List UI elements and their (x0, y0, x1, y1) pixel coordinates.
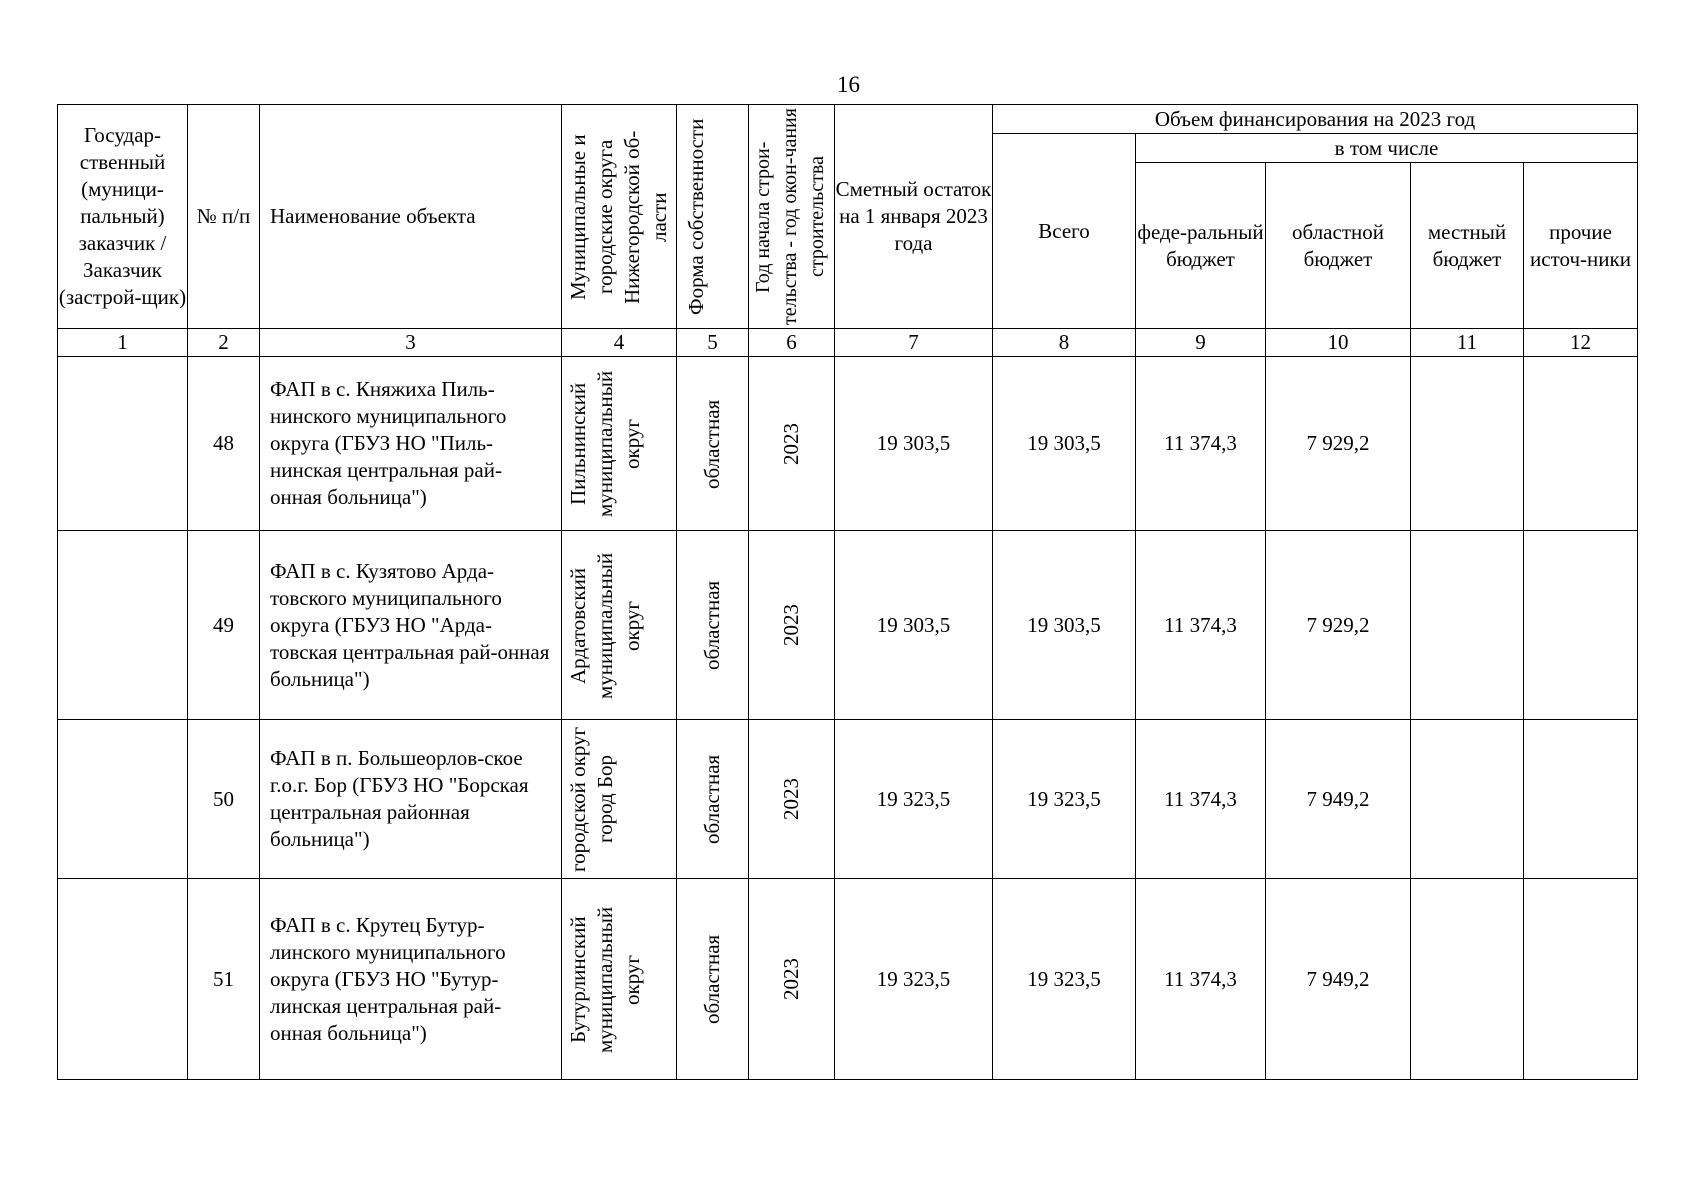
cell-total: 19 323,5 (993, 720, 1136, 879)
cell-object-name: ФАП в с. Княжиха Пиль-нинского муниципального округа (ГБУЗ НО "Пиль-нинская центральная рай-онная больница") (260, 357, 562, 531)
cell-regional: 7 949,2 (1266, 879, 1411, 1080)
column-number: 11 (1411, 329, 1524, 357)
column-number: 8 (993, 329, 1136, 357)
cell-federal: 11 374,3 (1136, 720, 1266, 879)
column-number: 4 (562, 329, 677, 357)
table-row (58, 531, 1638, 720)
cell-total: 19 323,5 (993, 879, 1136, 1080)
cell-years (749, 720, 835, 879)
cell-local (1411, 720, 1524, 879)
header-ownership-text: Форма собственности (683, 118, 708, 315)
cell-other (1524, 720, 1638, 879)
page-number: 16 (837, 72, 860, 97)
cell-district-text: Пильнинский муниципальный округ (566, 370, 644, 517)
cell-estimate-balance: 19 303,5 (835, 531, 993, 720)
cell-estimate-balance: 19 303,5 (835, 357, 993, 531)
header-district (562, 105, 677, 329)
cell-total: 19 303,5 (993, 531, 1136, 720)
cell-district (562, 879, 677, 1080)
cell-district (562, 357, 677, 531)
cell-local (1411, 531, 1524, 720)
cell-index: 49 (188, 531, 260, 720)
cell-district (562, 531, 677, 720)
cell-years (749, 879, 835, 1080)
header-object-name: Наименование объекта (260, 105, 562, 329)
header-district-text: Муниципальные и городские округа Нижегородской об-ласти (566, 129, 671, 304)
cell-estimate-balance: 19 323,5 (835, 879, 993, 1080)
cell-object-name: ФАП в с. Крутец Бутур-линского муниципального округа (ГБУЗ НО "Бутур-линская центральная рай-онная больница") (260, 879, 562, 1080)
header-estimate-balance: Сметный остаток на 1 января 2023 года (835, 105, 993, 329)
cell-total: 19 303,5 (993, 357, 1136, 531)
column-number: 5 (677, 329, 749, 357)
cell-index: 51 (188, 879, 260, 1080)
cell-district-text: Ардатовский муниципальный округ (566, 551, 644, 699)
cell-years-text: 2023 (779, 958, 803, 1000)
column-number: 3 (260, 329, 562, 357)
cell-index: 48 (188, 357, 260, 531)
cell-federal: 11 374,3 (1136, 357, 1266, 531)
column-number: 6 (749, 329, 835, 357)
column-number: 1 (58, 329, 188, 357)
cell-other (1524, 879, 1638, 1080)
cell-other (1524, 357, 1638, 531)
cell-estimate-balance: 19 323,5 (835, 720, 993, 879)
cell-years-text: 2023 (779, 778, 803, 820)
column-number: 12 (1524, 329, 1638, 357)
header-federal: феде-ральный бюджет (1136, 163, 1266, 329)
table-row (58, 357, 1638, 531)
cell-object-name: ФАП в п. Большеорлов-ское г.о.г. Бор (ГБУЗ НО "Борская центральная районная больница") (260, 720, 562, 879)
table-row (58, 720, 1638, 879)
cell-years-text: 2023 (779, 422, 803, 465)
cell-customer (58, 531, 188, 720)
header-funding-group: Объем финансирования на 2023 год (993, 105, 1638, 134)
column-number: 10 (1266, 329, 1411, 357)
cell-customer (58, 720, 188, 879)
cell-federal: 11 374,3 (1136, 531, 1266, 720)
header-ownership (677, 105, 749, 329)
cell-index: 50 (188, 720, 260, 879)
cell-ownership (677, 531, 749, 720)
cell-ownership-text: областная (700, 934, 724, 1024)
header-regional: областной бюджет (1266, 163, 1411, 329)
column-number: 2 (188, 329, 260, 357)
cell-years (749, 531, 835, 720)
cell-district (562, 720, 677, 879)
cell-object-name: ФАП в с. Кузятово Арда-товского муниципального округа (ГБУЗ НО "Арда-товская центральная рай-онная больница") (260, 531, 562, 720)
cell-ownership-text: областная (700, 754, 724, 844)
cell-ownership (677, 357, 749, 531)
header-years-text: Год начала строи-тельства - год окон-чания строительства (751, 108, 828, 325)
cell-customer (58, 357, 188, 531)
cell-ownership-text: областная (700, 580, 724, 670)
header-years (749, 105, 835, 329)
cell-local (1411, 357, 1524, 531)
column-number: 7 (835, 329, 993, 357)
header-index: № п/п (188, 105, 260, 329)
cell-other (1524, 531, 1638, 720)
financing-table (57, 104, 1638, 1080)
cell-customer (58, 879, 188, 1080)
cell-district-text: Бутурлинский муниципальный округ (566, 905, 644, 1053)
cell-regional: 7 929,2 (1266, 531, 1411, 720)
column-number: 9 (1136, 329, 1266, 357)
header-local: местный бюджет (1411, 163, 1524, 329)
table-row (58, 879, 1638, 1080)
cell-local (1411, 879, 1524, 1080)
cell-regional: 7 949,2 (1266, 720, 1411, 879)
cell-ownership (677, 879, 749, 1080)
cell-ownership (677, 720, 749, 879)
cell-district-text: городской округ город Бор (566, 726, 617, 872)
cell-regional: 7 929,2 (1266, 357, 1411, 531)
cell-years-text: 2023 (779, 604, 803, 646)
header-other: прочие источ-ники (1524, 163, 1638, 329)
header-customer: Государ-ственный (муници-пальный) заказчик / Заказчик (застрой-щик) (58, 105, 188, 329)
cell-years (749, 357, 835, 531)
header-total: Всего (993, 134, 1136, 329)
column-number-row (58, 329, 1638, 357)
header-including: в том числе (1136, 134, 1638, 163)
cell-federal: 11 374,3 (1136, 879, 1266, 1080)
cell-ownership-text: областная (700, 398, 724, 489)
